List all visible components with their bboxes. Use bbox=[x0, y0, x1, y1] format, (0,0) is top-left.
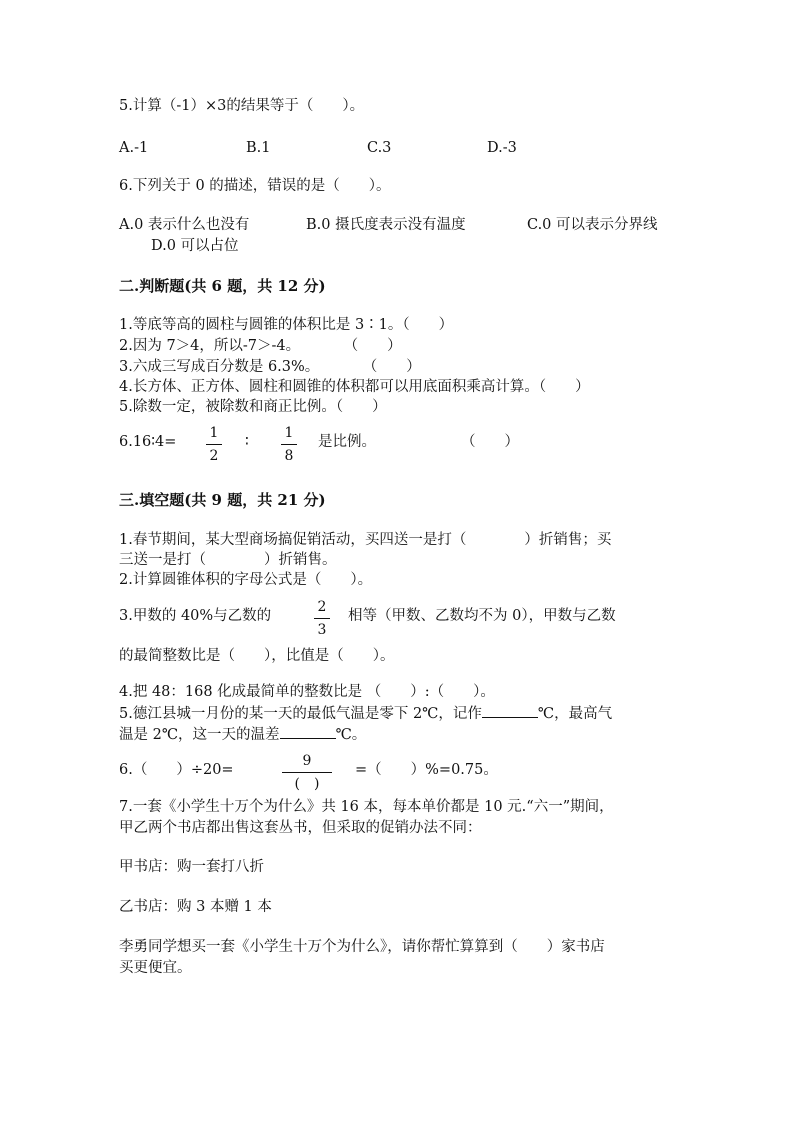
q6-option-d: D.0 可以占位 bbox=[151, 238, 239, 254]
fill-q5-line1 bbox=[119, 703, 612, 724]
fraction-numerator: 2 bbox=[317, 599, 327, 615]
fill-q5-blank-1[interactable] bbox=[482, 703, 538, 718]
fill-q3-prefix: 3.甲数的 40%与乙数的 bbox=[119, 608, 272, 624]
judge-item-6-colon: ∶ bbox=[245, 434, 249, 450]
fill-q7-shop-b: 乙书店：购 3 本赠 1 本 bbox=[119, 899, 272, 915]
q5-option-a: A.-1 bbox=[119, 140, 149, 156]
judge-item-5: 5.除数一定，被除数和商正比例。（ ） bbox=[119, 399, 387, 415]
fill-q1-line2: 三送一是打（ ）折销售。 bbox=[119, 552, 337, 568]
fraction-bar bbox=[282, 772, 332, 773]
q5-option-b: B.1 bbox=[246, 140, 271, 156]
fill-q3-suffix: 相等（甲数、乙数均不为 0），甲数与乙数 bbox=[348, 608, 616, 624]
q6-option-c: C.0 可以表示分界线 bbox=[527, 217, 658, 233]
fill-q7-line2: 甲乙两个书店都出售这套丛书，但采取的促销办法不同： bbox=[119, 820, 482, 836]
fill-q5-blank-2[interactable] bbox=[280, 724, 336, 739]
fill-q7-ask-line1: 李勇同学想买一套《小学生十万个为什么》，请你帮忙算算到（ ）家书店 bbox=[119, 939, 605, 955]
fraction-denominator: 8 bbox=[284, 448, 294, 464]
fraction-denominator: 2 bbox=[209, 448, 219, 464]
fill-q7-shop-a: 甲书店：购一套打八折 bbox=[119, 859, 264, 875]
fill-q3-fraction bbox=[314, 598, 330, 639]
fill-q6-suffix: =（ ）%=0.75。 bbox=[355, 762, 498, 778]
section-title-fill-blank: 三.填空题(共 9 题，共 21 分) bbox=[119, 491, 326, 509]
judge-item-4: 4.长方体、正方体、圆柱和圆锥的体积都可以用底面积乘高计算。（ ） bbox=[119, 379, 590, 395]
fraction-denominator: ( ) bbox=[294, 776, 320, 792]
judge-item-6-suffix: 是比例。 bbox=[318, 434, 376, 450]
fill-q2: 2.计算圆锥体积的字母公式是（ ）。 bbox=[119, 572, 373, 588]
q6-stem: 6.下列关于 0 的描述，错误的是（ ）。 bbox=[119, 178, 391, 194]
fill-q7-ask-line2: 买更便宜。 bbox=[119, 960, 192, 976]
fraction-bar bbox=[314, 618, 330, 619]
q5-option-c: C.3 bbox=[367, 140, 392, 156]
judge-item-3: 3.六成三写成百分数是 6.3%。 （ ） bbox=[119, 359, 421, 375]
fill-q7-line1: 7.一套《小学生十万个为什么》共 16 本，每本单价都是 10 元.“六一”期间， bbox=[119, 799, 614, 815]
section-title-judgement: 二.判断题(共 6 题，共 12 分) bbox=[119, 277, 326, 295]
fill-q5-line2 bbox=[119, 724, 366, 745]
judge-item-6-prefix: 6.16∶4= bbox=[119, 434, 177, 450]
fill-q6-prefix: 6.（ ）÷20= bbox=[119, 762, 234, 778]
judge-item-2: 2.因为 7＞4，所以-7＞-4。 （ ） bbox=[119, 338, 402, 354]
q5-stem: 5.计算（-1）×3的结果等于（ ）。 bbox=[119, 98, 365, 114]
fill-q5-text-a: 5.德江县城一月份的某一天的最低气温是零下 2℃，记作 bbox=[119, 706, 482, 722]
fraction-bar bbox=[206, 444, 222, 445]
judge-item-6-fraction-1 bbox=[206, 424, 222, 465]
fill-q3-line2: 的最简整数比是（ ），比值是（ ）。 bbox=[119, 648, 395, 664]
fraction-bar bbox=[281, 444, 297, 445]
q6-option-b: B.0 摄氏度表示没有温度 bbox=[306, 217, 466, 233]
fraction-numerator: 1 bbox=[284, 425, 294, 441]
fill-q5-text-b: ℃，最高气 bbox=[537, 706, 613, 722]
fill-q4: 4.把 48：168 化成最简单的整数比是 （ ）:（ ）。 bbox=[119, 684, 495, 700]
judge-item-6-fraction-2 bbox=[281, 424, 297, 465]
fill-q1-line1: 1.春节期间，某大型商场搞促销活动，买四送一是打（ ）折销售；买 bbox=[119, 532, 612, 548]
q5-option-d: D.-3 bbox=[487, 140, 517, 156]
fill-q6-fraction bbox=[282, 752, 332, 793]
judge-item-6-paren: （ ） bbox=[461, 434, 519, 450]
fill-q5-text-c: 温是 2℃，这一天的温差 bbox=[119, 727, 280, 743]
fraction-numerator: 1 bbox=[209, 425, 219, 441]
fraction-denominator: 3 bbox=[317, 622, 327, 638]
fill-q5-text-d: ℃。 bbox=[335, 727, 367, 743]
q6-option-a: A.0 表示什么也没有 bbox=[119, 217, 250, 233]
fraction-numerator: 9 bbox=[302, 753, 312, 769]
judge-item-1: 1.等底等高的圆柱与圆锥的体积比是 3∶1。（ ） bbox=[119, 317, 454, 333]
